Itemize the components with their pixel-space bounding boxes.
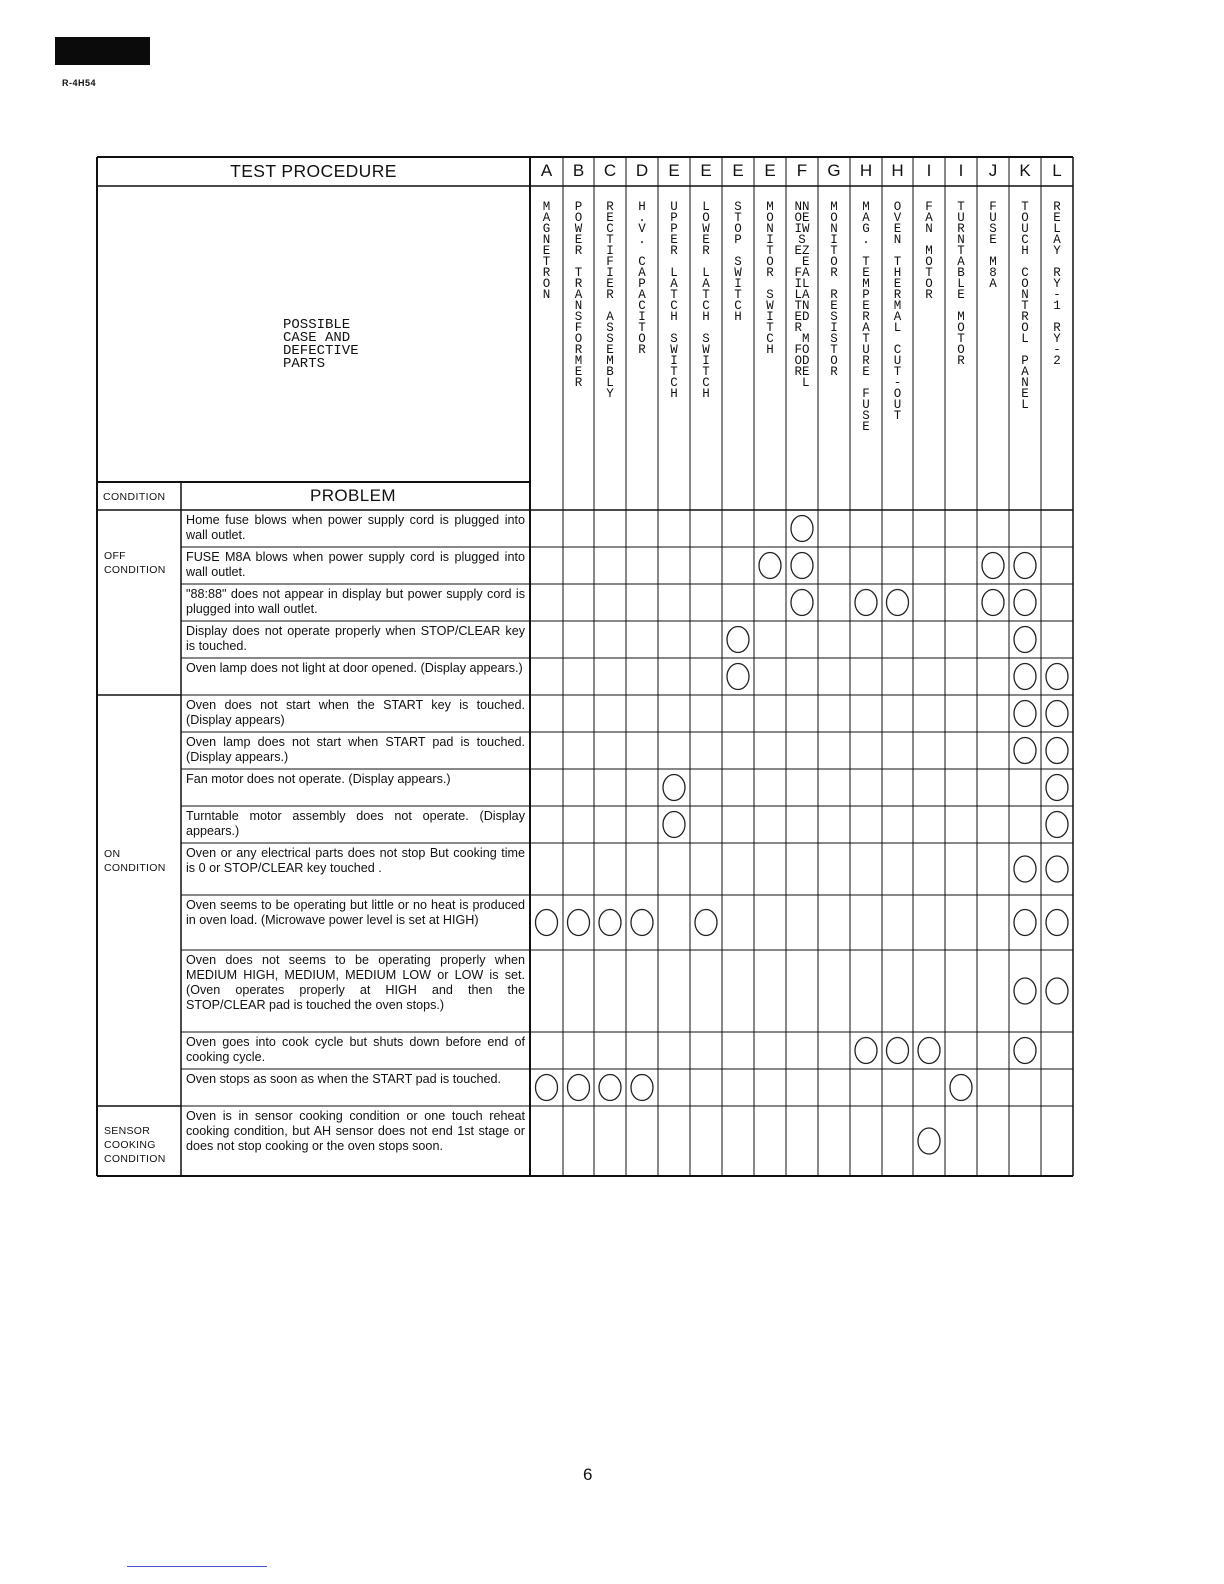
check-mark-circle xyxy=(1014,553,1036,579)
check-mark-circle xyxy=(1014,701,1036,727)
column-part-label-13: T U R N T A B L E M O T O R xyxy=(957,200,965,368)
column-part-label-10: M A G . T E M P E R A T U R E F U S E xyxy=(862,200,870,434)
page-number: 6 xyxy=(583,1465,593,1484)
check-mark-circle xyxy=(950,1075,972,1101)
column-part-label-6: S T O P S W I T C H xyxy=(734,200,742,324)
column-part-label-5: L O W E R L A T C H S W I T C H xyxy=(702,200,710,401)
column-part-label-11: O V E N T H E R M A L C U T - O U T xyxy=(893,200,902,423)
check-mark-circle xyxy=(1046,812,1068,838)
condition-group-label: SENSOR COOKING CONDITION xyxy=(104,1125,166,1165)
column-letter-2: C xyxy=(603,161,617,180)
problem-text: Display does not operate properly when STOP/CLEAR key is touched. xyxy=(186,624,525,653)
column-part-label-1: P O W E R T R A N S F O R M E R xyxy=(574,200,583,390)
check-mark-circle xyxy=(568,910,590,936)
check-mark-circle xyxy=(1046,978,1068,1004)
problem-text: Oven seems to be operating but little or no heat is produced in oven load. (Microwave power level is set at HIGH) xyxy=(186,898,525,927)
check-mark-circle xyxy=(727,627,749,653)
column-letter-12: I xyxy=(926,161,932,180)
column-letter-4: E xyxy=(668,161,680,180)
column-part-label-3: H . V . C A P A C I T O R xyxy=(638,200,646,357)
check-mark-circle xyxy=(631,910,653,936)
check-mark-circle xyxy=(1014,856,1036,882)
check-mark-circle xyxy=(1014,738,1036,764)
problem-text: Oven or any electrical parts does not stop But cooking time is 0 or STOP/CLEAR key touched . xyxy=(186,846,525,875)
check-mark-circle xyxy=(982,590,1004,616)
check-mark-circle xyxy=(1046,701,1068,727)
check-mark-circle xyxy=(855,590,877,616)
column-letter-8: F xyxy=(796,161,808,180)
column-letter-16: L xyxy=(1052,161,1062,180)
model-number: R-4H54 xyxy=(62,78,97,88)
column-part-label-15: T O U C H C O N T R O L P A N E L xyxy=(1021,200,1029,412)
condition-group-label: ON CONDITION xyxy=(104,848,166,874)
check-mark-circle xyxy=(1014,978,1036,1004)
check-mark-circle xyxy=(599,910,621,936)
problem-text: Turntable motor assembly does not operate. (Display appears.) xyxy=(186,809,525,838)
column-part-label-0: M A G N E T R O N xyxy=(542,200,551,302)
check-mark-circle xyxy=(536,1075,558,1101)
problem-text: Oven lamp does not start when START pad is touched. (Display appears.) xyxy=(186,735,525,764)
problem-text: Oven does not start when the START key is touched. (Display appears) xyxy=(186,698,525,727)
column-letter-6: E xyxy=(732,161,744,180)
check-mark-circle xyxy=(1046,775,1068,801)
check-mark-circle xyxy=(918,1128,940,1154)
check-mark-circle xyxy=(1046,910,1068,936)
column-letter-14: J xyxy=(988,161,998,180)
column-part-label-2: R E C T I F I E R A S S E M B L Y xyxy=(606,200,614,401)
check-mark-circle xyxy=(791,553,813,579)
check-mark-circle xyxy=(791,590,813,616)
condition-header: CONDITION xyxy=(103,491,166,503)
column-letter-1: B xyxy=(572,161,585,180)
check-mark-circle xyxy=(918,1038,940,1064)
check-mark-circle xyxy=(982,553,1004,579)
check-mark-circle xyxy=(1014,664,1036,690)
column-part-label-16: R E L A Y R Y - 1 R Y - 2 xyxy=(1053,200,1061,368)
problem-text: Oven lamp does not light at door opened. (Display appears.) xyxy=(186,661,523,675)
column-letter-0: A xyxy=(540,161,553,180)
problem-text: "88:88" does not appear in display but power supply cord is plugged into wall outlet. xyxy=(186,587,525,616)
check-mark-circle xyxy=(887,590,909,616)
check-mark-circle xyxy=(1046,738,1068,764)
problem-text: FUSE M8A blows when power supply cord is plugged into wall outlet. xyxy=(186,550,525,579)
check-mark-circle xyxy=(1014,590,1036,616)
column-letter-3: D xyxy=(635,161,649,180)
problem-text: Oven is in sensor cooking condition or one touch reheat cooking condition, but AH sensor does not end 1st stage or does not stop cooking or the oven stops soon. xyxy=(186,1109,525,1153)
check-mark-circle xyxy=(855,1038,877,1064)
column-letter-13: I xyxy=(958,161,964,180)
column-part-label-4: U P P E R L A T C H S W I T C H xyxy=(670,200,678,401)
problem-text: Home fuse blows when power supply cord is plugged into wall outlet. xyxy=(186,513,525,542)
check-mark-circle xyxy=(887,1038,909,1064)
check-mark-circle xyxy=(759,553,781,579)
check-mark-circle xyxy=(1046,664,1068,690)
column-letter-7: E xyxy=(764,161,776,180)
check-mark-circle xyxy=(695,910,717,936)
check-mark-circle xyxy=(631,1075,653,1101)
check-mark-circle xyxy=(1014,910,1036,936)
condition-group-label: OFF CONDITION xyxy=(104,550,166,576)
column-letter-10: H xyxy=(859,161,873,180)
column-letter-9: G xyxy=(827,161,841,180)
check-mark-circle xyxy=(791,516,813,542)
check-mark-circle xyxy=(599,1075,621,1101)
problem-text: Oven stops as soon as when the START pad is touched. xyxy=(186,1072,502,1086)
check-mark-circle xyxy=(1046,856,1068,882)
check-mark-circle xyxy=(536,910,558,936)
problem-text: Fan motor does not operate. (Display appears.) xyxy=(186,772,451,786)
column-part-label-9: M O N I T O R R E S I S T O R xyxy=(830,200,838,379)
check-mark-circle xyxy=(568,1075,590,1101)
problem-text: Oven does not seems to be operating properly when MEDIUM HIGH, MEDIUM, MEDIUM LOW or LOW is set. (Oven operates properly at HIGH and then the STOP/CLEAR pad is touched the oven stops.) xyxy=(186,953,525,1012)
check-mark-circle xyxy=(663,812,685,838)
check-mark-circle xyxy=(663,775,685,801)
problem-header: PROBLEM xyxy=(310,486,396,505)
check-mark-circle xyxy=(727,664,749,690)
column-letter-15: K xyxy=(1019,161,1031,180)
test-procedure-title: TEST PROCEDURE xyxy=(230,161,397,181)
check-mark-circle xyxy=(1014,627,1036,653)
footer-rule xyxy=(127,1566,267,1567)
column-letter-11: H xyxy=(891,161,904,180)
problem-text: Oven goes into cook cycle but shuts down before end of cooking cycle. xyxy=(186,1035,525,1064)
column-part-label-14: F U S E M 8 A xyxy=(989,200,997,291)
column-part-label-12: F A N M O T O R xyxy=(925,200,933,302)
column-part-label-8: NN OE IW S EZ E FA IL LA TN ED R M FO OD RE L xyxy=(794,200,810,390)
possible-case-label: POSSIBLE CASE AND DEFECTIVE PARTS xyxy=(283,317,359,372)
column-part-label-7: M O N I T O R S W I T C H xyxy=(766,200,774,357)
column-letter-5: E xyxy=(700,161,712,180)
check-mark-circle xyxy=(1014,1038,1036,1064)
